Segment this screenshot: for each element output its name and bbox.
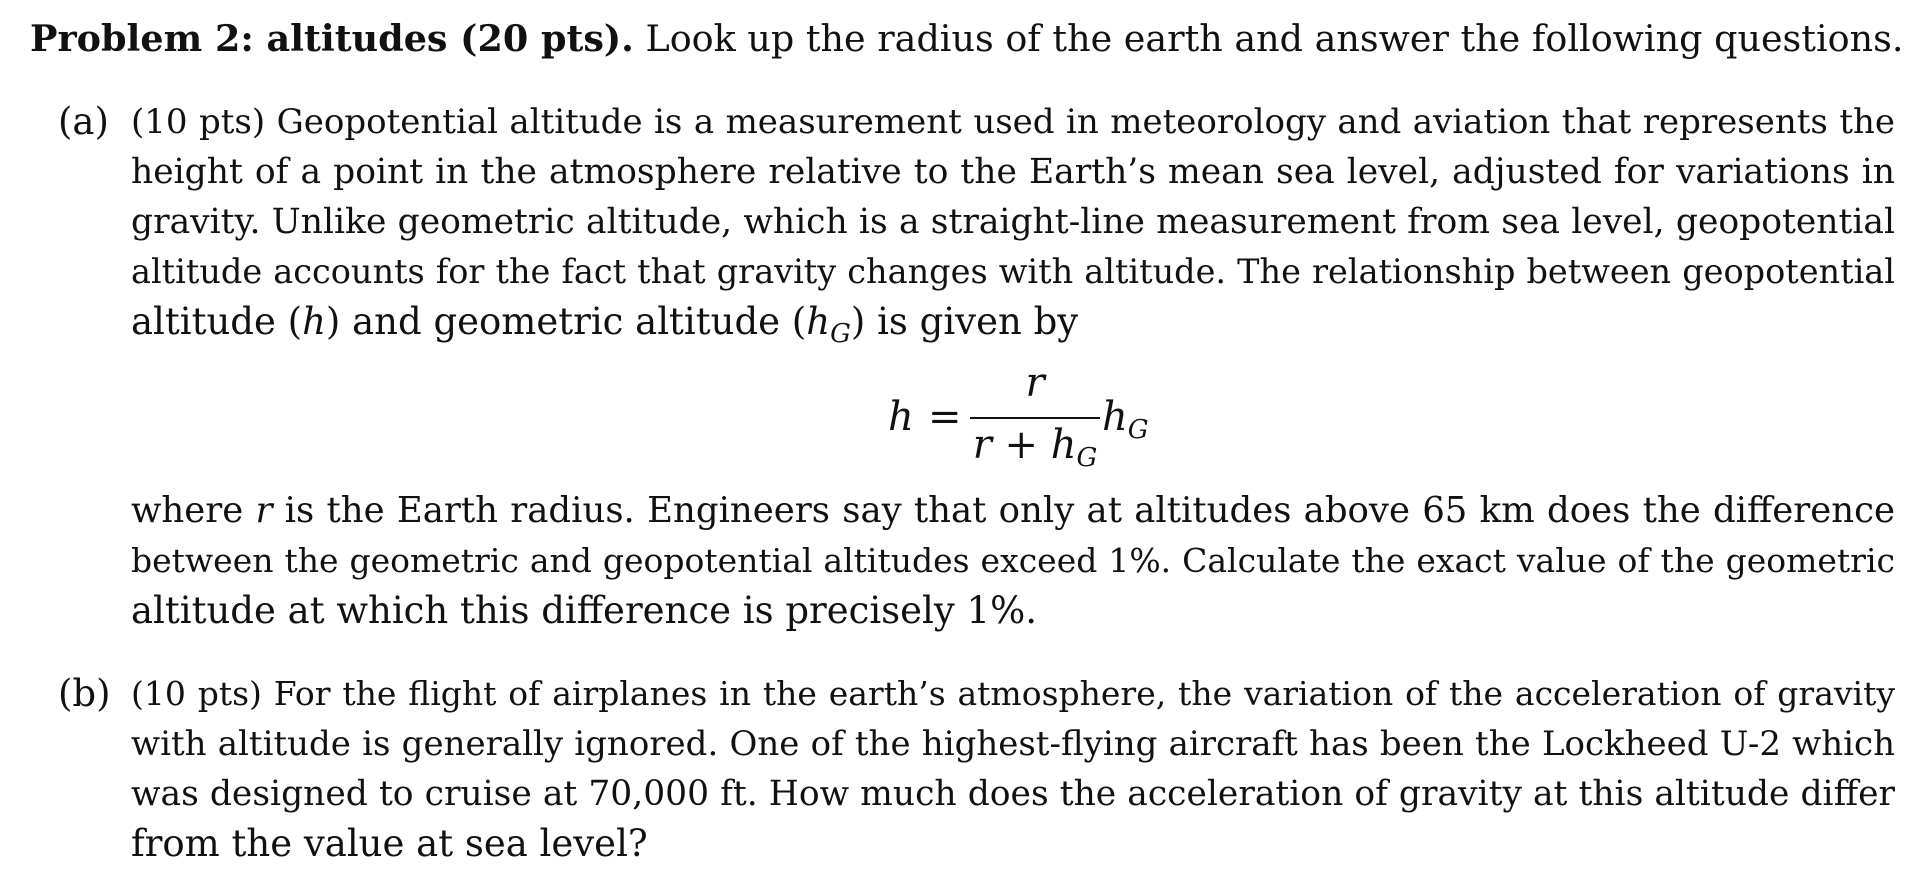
part-a-line-1: (10 pts) Geopotential altitude is a measurement used in meteorology and aviation that represents the xyxy=(131,102,1895,142)
part-a-after-line-3: altitude at which this difference is precisely 1%. xyxy=(131,589,1037,632)
part-a-line-3: gravity. Unlike geometric altitude, which is a straight-line measurement from sea level, geopotential xyxy=(131,202,1895,242)
equation-rhs xyxy=(1102,394,1149,445)
part-a-continuation xyxy=(131,486,1895,636)
part-a-line-5 xyxy=(131,297,1895,351)
part-b-line-1: (10 pts) For the flight of airplanes in the earth’s atmosphere, the variation of the acceleration of gravity xyxy=(131,674,1895,713)
after-line-1-text-1: where xyxy=(131,490,256,531)
part-a-line-5-text-3: ) is given by xyxy=(850,300,1079,343)
part-a-line-4: altitude accounts for the fact that gravity changes with altitude. The relationship between geopotential xyxy=(131,252,1895,291)
rhs-h-subscript: G xyxy=(1127,415,1149,445)
problem-title: Problem 2: altitudes (20 pts). xyxy=(30,17,634,60)
part-a-line-5-text-1: altitude ( xyxy=(131,300,303,343)
var-r: r xyxy=(255,490,273,531)
part-b-line-4: from the value at sea level? xyxy=(131,822,648,865)
part-a-after-line-1 xyxy=(131,486,1895,536)
part-b-label: (b) xyxy=(58,672,111,715)
equation-denominator xyxy=(970,422,1100,473)
part-b-line-2: with altitude is generally ignored. One of the highest-flying aircraft has been the Lockheed U-2 which xyxy=(131,724,1895,764)
var-hg-subscript: G xyxy=(830,319,851,349)
problem-heading xyxy=(30,14,1910,64)
den-r: r xyxy=(972,422,992,468)
fraction-bar xyxy=(970,417,1100,419)
equation-lhs: h xyxy=(888,394,914,440)
rhs-h: h xyxy=(1102,394,1128,440)
equation-numerator: r xyxy=(1025,360,1045,406)
den-h-subscript: G xyxy=(1076,443,1098,473)
part-b-line-3: was designed to cruise at 70,000 ft. How much does the acceleration of gravity at this altitude differ xyxy=(131,774,1895,814)
den-plus: + xyxy=(991,422,1051,468)
var-h: h xyxy=(302,300,326,343)
var-hg: h xyxy=(806,300,831,343)
after-line-1-text-2: is the Earth radius. Engineers say that only at altitudes above 65 km does the difference xyxy=(272,490,1895,531)
part-a-label: (a) xyxy=(58,100,109,143)
den-h: h xyxy=(1050,422,1077,468)
part-a-paragraph xyxy=(131,97,1895,351)
problem-intro: Look up the radius of the earth and answer the following questions. xyxy=(645,17,1904,60)
part-a-after-line-2: between the geometric and geopotential altitudes exceed 1%. Calculate the exact value of the geometric xyxy=(131,541,1895,580)
part-b-paragraph xyxy=(131,669,1895,869)
part-a-line-5-text-2: ) and geometric altitude ( xyxy=(325,300,807,343)
geopotential-equation xyxy=(880,360,1180,473)
equation-equals: = xyxy=(928,394,962,440)
part-a-line-2: height of a point in the atmosphere relative to the Earth’s mean sea level, adjusted for variations in xyxy=(131,152,1895,192)
